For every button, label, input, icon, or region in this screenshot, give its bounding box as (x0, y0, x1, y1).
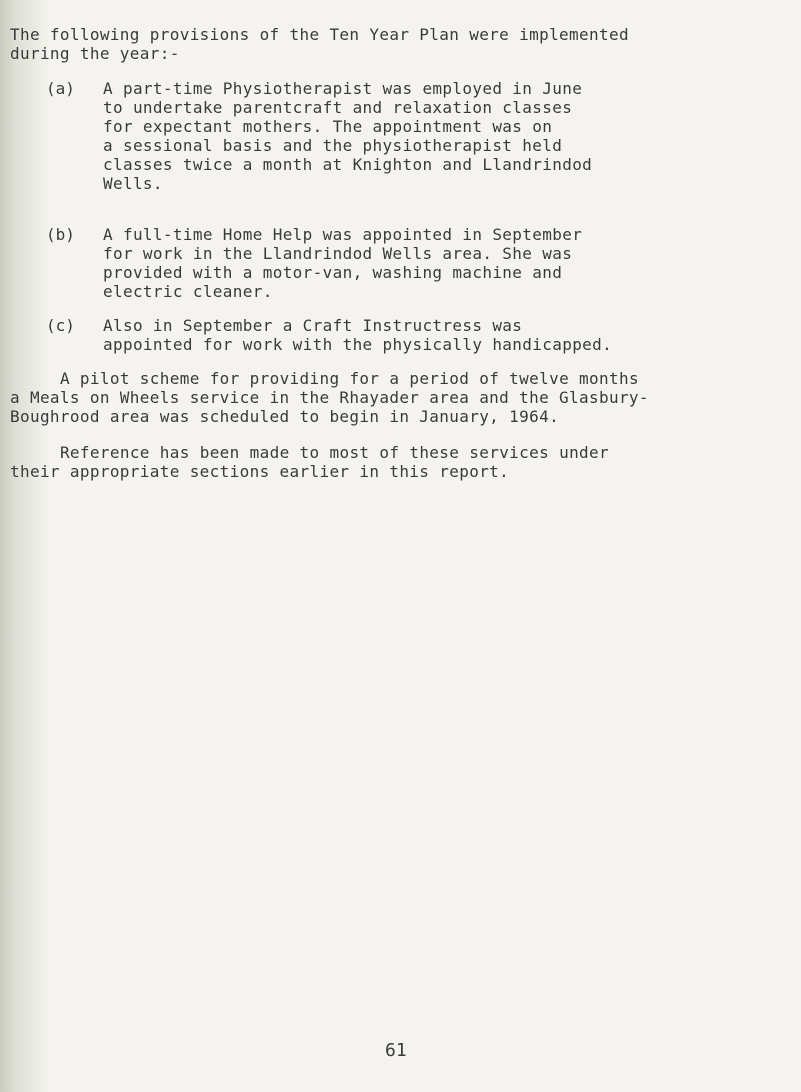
intro-line-2: during the year:- (10, 44, 180, 63)
item-b-line-4: electric cleaner. (103, 282, 273, 301)
item-b-line-2: for work in the Llandrindod Wells area. She was (103, 244, 573, 263)
item-c-line-2: appointed for work with the physically handicapped. (103, 335, 613, 354)
item-b-marker: (b) (46, 225, 75, 244)
item-a-line-4: a sessional basis and the physiotherapist held (103, 136, 563, 155)
item-a-line-5: classes twice a month at Knighton and Llandrindod (103, 155, 593, 174)
item-a-line-3: for expectant mothers. The appointment was on (103, 117, 553, 136)
item-a-line-6: Wells. (103, 174, 163, 193)
pilot-line-2: a Meals on Wheels service in the Rhayader area and the Glasbury- (10, 388, 649, 407)
reference-line-2: their appropriate sections earlier in this report. (10, 462, 510, 481)
item-c-line-1: Also in September a Craft Instructress was (103, 316, 523, 335)
item-b-line-1: A full-time Home Help was appointed in September (103, 225, 583, 244)
item-b-line-3: provided with a motor-van, washing machine and (103, 263, 563, 282)
pilot-line-1: A pilot scheme for providing for a period of twelve months (30, 369, 639, 388)
item-c-marker: (c) (46, 316, 75, 335)
intro-line-1: The following provisions of the Ten Year Plan were implemented (10, 25, 629, 44)
reference-line-1: Reference has been made to most of these services under (30, 443, 610, 462)
item-a-line-1: A part-time Physiotherapist was employed in June (103, 79, 583, 98)
pilot-line-3: Boughrood area was scheduled to begin in January, 1964. (10, 407, 560, 426)
item-a-marker: (a) (46, 79, 75, 98)
page-number: 61 (385, 1040, 407, 1061)
item-a-line-2: to undertake parentcraft and relaxation classes (103, 98, 573, 117)
